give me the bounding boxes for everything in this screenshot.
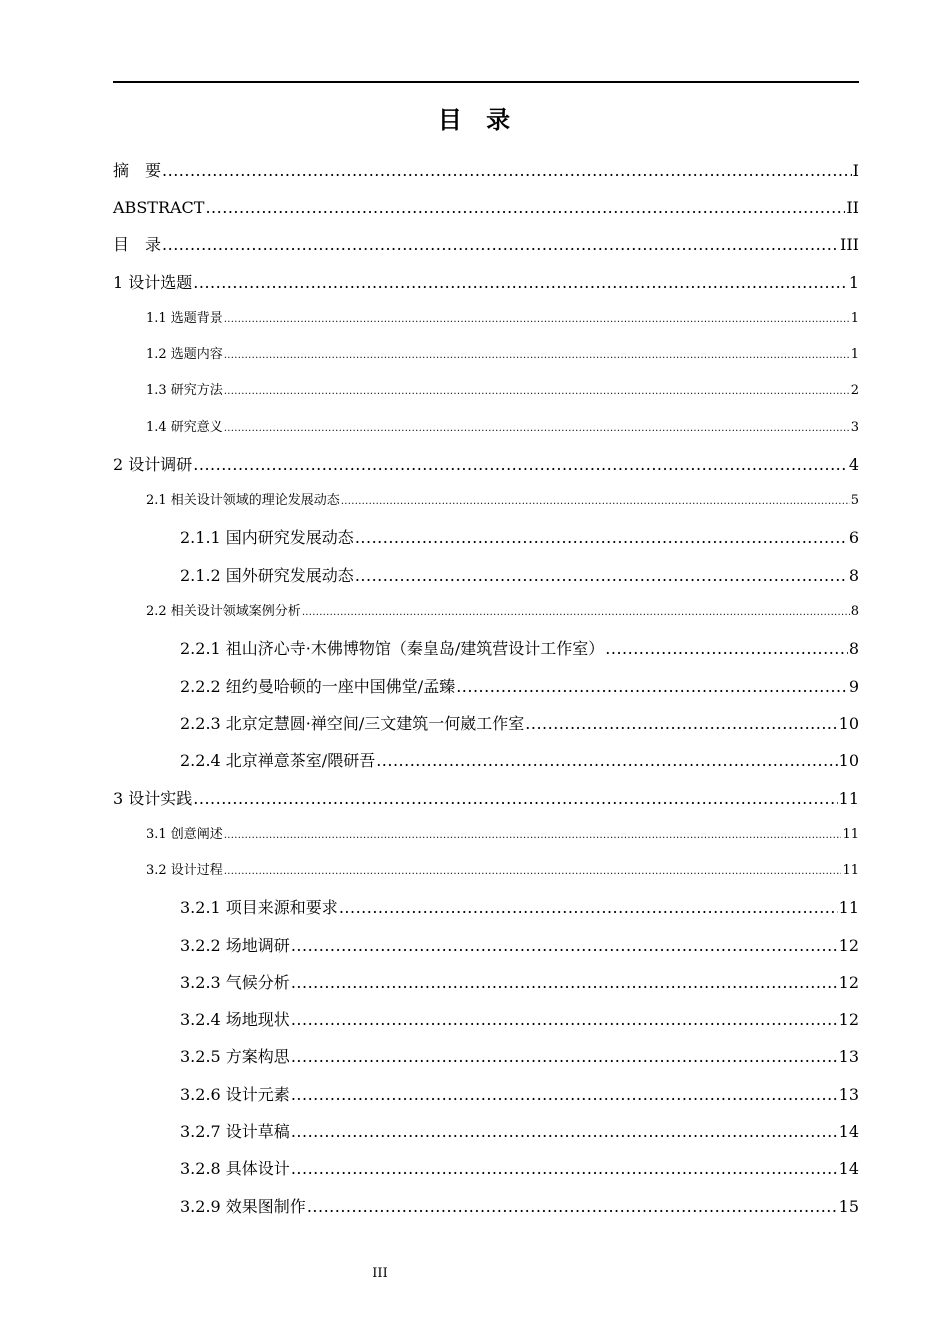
toc-leader-dots [341,483,850,520]
toc-leader-dots [205,189,845,226]
toc-entry-section-1-4[interactable] [113,410,859,446]
toc-entry-page: 8 [850,604,859,620]
toc-entry-label: 1.1 选题背景 [146,310,223,326]
toc-entry-label: 摘 要 [113,161,162,180]
toc-entry-section-2-1[interactable] [113,483,859,519]
toc-entry-section-3-2-2[interactable] [113,927,859,964]
toc-entry-page: 11 [842,862,859,878]
toc-entry-section-3-2-8[interactable] [113,1150,859,1187]
toc-entry-page: 10 [838,751,859,771]
toc-entry-contents[interactable] [113,226,859,263]
toc-leader-dots [291,1076,838,1113]
toc-entry-page: 12 [838,1010,859,1030]
toc-entry-page: 4 [848,454,859,474]
toc-leader-dots [525,705,837,742]
toc-leader-dots [291,1113,838,1150]
title-char-1: 目 [437,105,464,134]
toc-leader-dots [224,410,850,447]
toc-leader-dots [355,557,848,594]
toc-leader-dots [291,1038,838,1075]
toc-entry-page: 14 [838,1122,859,1142]
toc-entry-page: 3 [850,419,859,435]
page-title [0,100,950,135]
toc-entry-section-1-1[interactable] [113,301,859,337]
toc-entry-chapter-2[interactable] [113,446,859,483]
toc-entry-page: 12 [838,935,859,955]
toc-leader-dots [193,780,837,817]
toc-entry-label: 2.2.3 北京定慧圆·禅空间/三文建筑一何崴工作室 [180,713,525,733]
toc-entry-label: 2.1.1 国内研究发展动态 [180,528,354,548]
toc-entry-label: 1.2 选题内容 [146,347,223,363]
toc-entry-abstract-cn[interactable] [113,152,859,189]
toc-entry-label: 3.2.2 场地调研 [180,935,290,955]
toc-entry-page: III [840,235,859,255]
toc-leader-dots [291,1001,838,1038]
toc-entry-page: 13 [838,1084,859,1104]
toc-entry-label: 3.2.7 设计草稿 [180,1122,290,1142]
toc-entry-section-2-1-2[interactable] [113,557,859,594]
toc-entry-page: 13 [838,1047,859,1067]
toc-entry-label: 2.1.2 国外研究发展动态 [180,565,354,585]
toc-entry-section-3-2-7[interactable] [113,1113,859,1150]
toc-entry-label: 3.2.5 方案构思 [180,1047,290,1067]
toc-leader-dots [193,446,848,483]
toc-entry-section-2-2-2[interactable] [113,668,859,705]
toc-entry-page: 2 [850,383,859,399]
toc-entry-label: 3.2.4 场地现状 [180,1010,290,1030]
toc-entry-page: 9 [848,676,859,696]
toc-entry-label: 1 设计选题 [113,272,193,292]
toc-leader-dots [355,519,848,556]
toc-leader-dots [224,337,850,374]
toc-entry-section-3-1[interactable] [113,817,859,853]
toc-entry-page: 11 [838,898,859,918]
toc-entry-section-2-2-1[interactable] [113,630,859,667]
toc-entry-section-2-2[interactable] [113,594,859,630]
title-char-2: 录 [486,105,513,134]
toc-entry-label: 1.4 研究意义 [146,419,223,435]
toc-leader-dots [376,742,837,779]
toc-leader-dots [162,152,852,189]
toc-entry-section-3-2-5[interactable] [113,1038,859,1075]
toc-leader-dots [224,853,842,890]
toc-leader-dots [162,226,839,263]
toc-leader-dots [307,1188,838,1225]
toc-entry-abstract-en[interactable] [113,189,859,226]
toc-entry-label: 2.2.4 北京禅意茶室/隈研吾 [180,751,376,771]
toc-entry-chapter-3[interactable] [113,780,859,817]
toc-leader-dots [291,964,838,1001]
toc-entry-page: 11 [838,788,859,808]
toc-leader-dots [339,889,838,926]
toc-entry-label: 目 录 [113,235,162,255]
toc-entry-page: 5 [850,493,859,509]
toc-entry-section-3-2-3[interactable] [113,964,859,1001]
toc-entry-page: 12 [838,972,859,992]
toc-leader-dots [224,301,850,338]
toc-entry-label: 3.2.3 气候分析 [180,972,290,992]
toc-entry-label: 2.2 相关设计领域案例分析 [146,604,301,620]
toc-entry-label: 2.2.1 祖山济心寺·木佛博物馆（秦皇岛/建筑营设计工作室） [180,639,605,659]
toc-entry-page: 8 [848,639,859,659]
toc-entry-label: 2 设计调研 [113,454,193,474]
toc-entry-label: 3.2.1 项目来源和要求 [180,898,338,918]
toc-entry-page: 1 [850,347,859,363]
toc-entry-page: 10 [838,713,859,733]
toc-entry-section-3-2-6[interactable] [113,1076,859,1113]
toc-entry-page: 8 [848,565,859,585]
toc-entry-label: 3.2.8 具体设计 [180,1159,290,1179]
toc-entry-section-1-2[interactable] [113,337,859,373]
toc-entry-label: 3.2.9 效果图制作 [180,1196,306,1216]
toc-entry-page: 1 [850,310,859,326]
toc-leader-dots [291,927,838,964]
toc-entry-label: 2.1 相关设计领域的理论发展动态 [146,493,340,509]
toc-entry-section-2-1-1[interactable] [113,519,859,556]
toc-entry-section-3-2-4[interactable] [113,1001,859,1038]
toc-entry-section-2-2-3[interactable] [113,705,859,742]
toc-entry-page: 6 [848,528,859,548]
toc-entry-page: 11 [842,826,859,842]
toc-entry-label: 2.2.2 纽约曼哈顿的一座中国佛堂/孟臻 [180,676,456,696]
toc-entry-page: 1 [848,272,859,292]
toc-entry-chapter-1[interactable] [113,264,859,301]
toc-entry-label: 3.1 创意阐述 [146,826,223,842]
toc-leader-dots [605,630,848,667]
toc-entry-section-2-2-4[interactable] [113,742,859,779]
toc-entry-label: 3.2.6 设计元素 [180,1084,290,1104]
toc-leader-dots [193,264,848,301]
footer-page-number: III [372,1266,388,1281]
toc-entry-label: ABSTRACT [113,198,205,218]
toc-entry-page: 15 [838,1196,859,1216]
table-of-contents [113,152,859,1225]
toc-leader-dots [224,817,842,854]
toc-leader-dots [302,594,850,631]
toc-entry-page: 14 [838,1159,859,1179]
toc-entry-page: II [846,198,859,218]
toc-entry-section-3-2[interactable] [113,853,859,889]
toc-entry-section-3-2-1[interactable] [113,889,859,926]
toc-leader-dots [224,373,850,410]
toc-entry-page: I [852,161,859,180]
toc-leader-dots [291,1150,838,1187]
toc-entry-label: 3 设计实践 [113,788,193,808]
toc-entry-section-3-2-9[interactable] [113,1188,859,1225]
toc-leader-dots [456,668,848,705]
header-rule [113,81,859,83]
toc-entry-section-1-3[interactable] [113,373,859,409]
toc-entry-label: 3.2 设计过程 [146,862,223,878]
toc-entry-label: 1.3 研究方法 [146,383,223,399]
